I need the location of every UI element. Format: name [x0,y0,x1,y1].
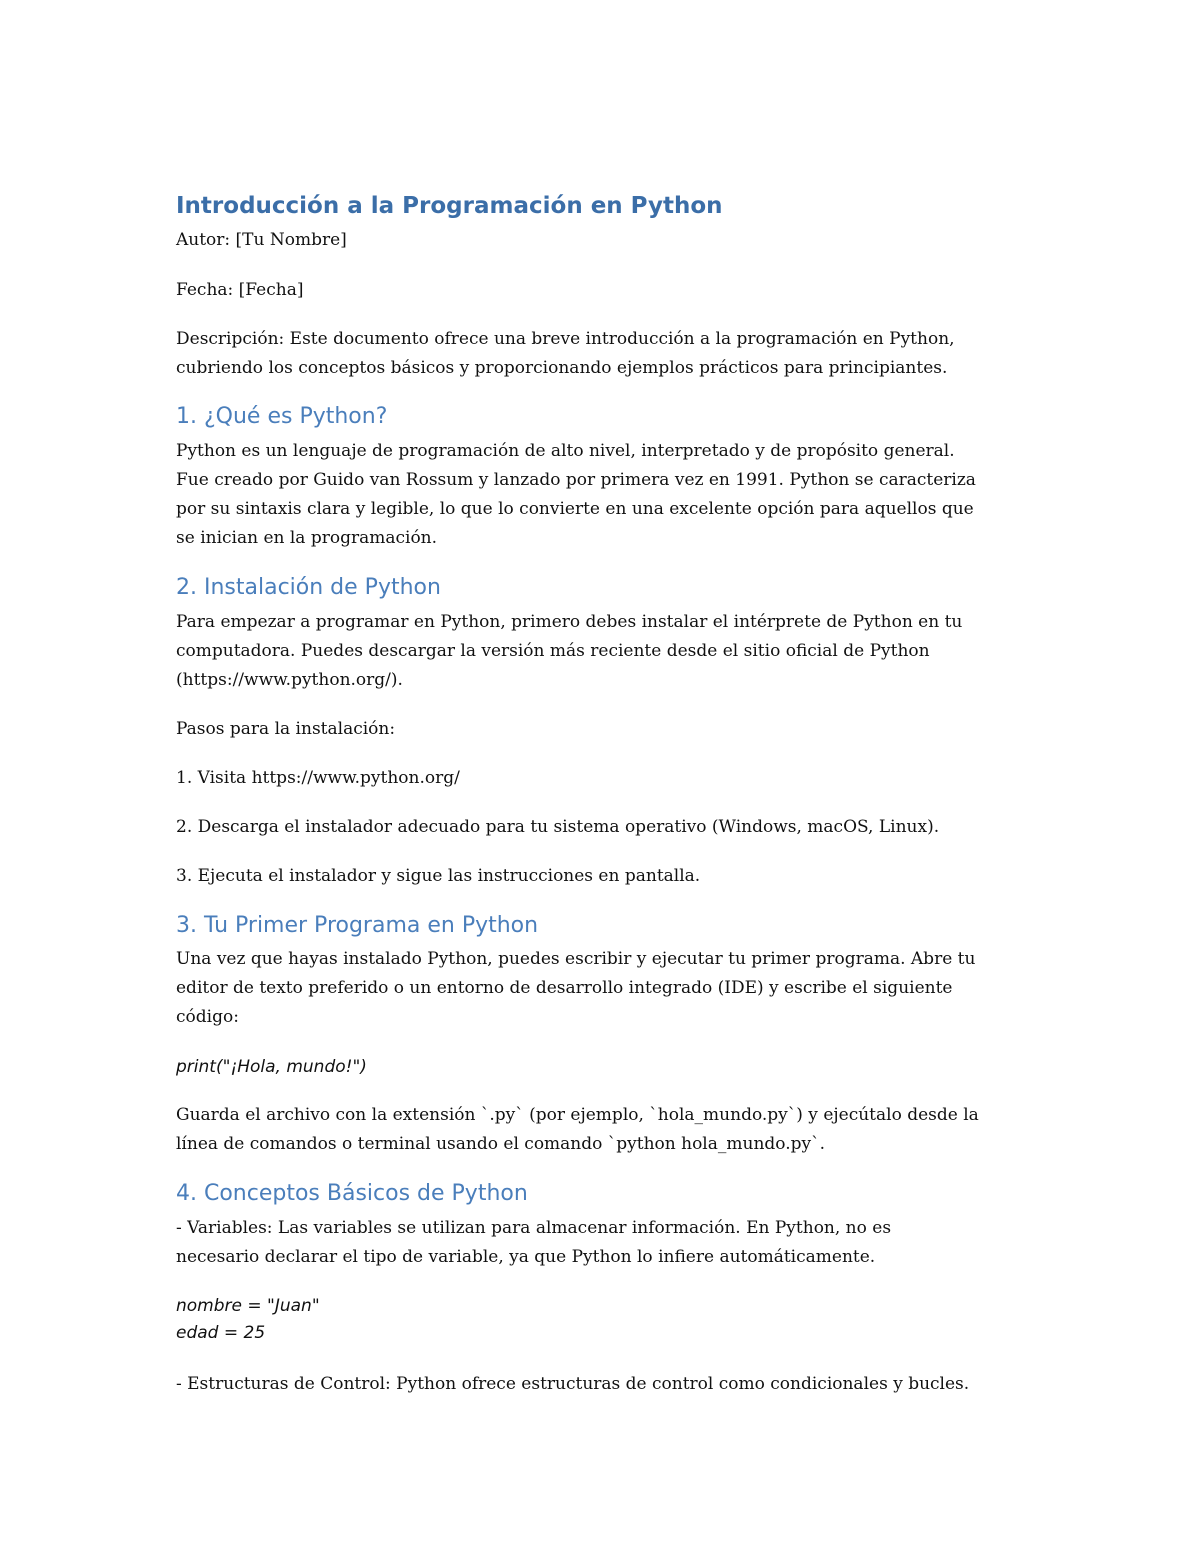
paragraph-line: código: [176,1007,239,1027]
section-heading-installation: 2. Instalación de Python [176,575,441,600]
step-item: 2. Descarga el instalador adecuado para tu sistema operativo (Windows, macOS, Linux). [176,817,940,837]
paragraph-line: - Estructuras de Control: Python ofrece estructuras de control como condicionales y bucles. [176,1374,970,1394]
step-item: 1. Visita https://www.python.org/ [176,768,460,788]
section-heading-what-is-python: 1. ¿Qué es Python? [176,404,388,429]
paragraph-line: Una vez que hayas instalado Python, puedes escribir y ejecutar tu primer programa. Abre tu [176,949,976,969]
steps-intro: Pasos para la instalación: [176,719,396,739]
document-title: Introducción a la Programación en Python [176,193,723,219]
paragraph-line: - Variables: Las variables se utilizan para almacenar información. En Python, no es [176,1218,892,1238]
paragraph-line: Python es un lenguaje de programación de alto nivel, interpretado y de propósito general. [176,441,955,461]
paragraph-line: Para empezar a programar en Python, primero debes instalar el intérprete de Python en tu [176,612,963,632]
code-line: nombre = "Juan" [176,1296,320,1316]
step-item: 3. Ejecuta el instalador y sigue las instrucciones en pantalla. [176,866,701,886]
paragraph-line: por su sintaxis clara y legible, lo que lo convierte en una excelente opción para aquellos que [176,499,974,519]
paragraph-line: necesario declarar el tipo de variable, ya que Python lo infiere automáticamente. [176,1247,876,1267]
code-example: print("¡Hola, mundo!") [176,1057,367,1077]
code-line: edad = 25 [176,1323,266,1343]
paragraph-line: se inician en la programación. [176,528,438,548]
description-line: cubriendo los conceptos básicos y proporcionando ejemplos prácticos para principiantes. [176,358,948,378]
description-line: Descripción: Este documento ofrece una breve introducción a la programación en Python, [176,329,955,349]
date-line: Fecha: [Fecha] [176,280,304,300]
paragraph-line: línea de comandos o terminal usando el comando `python hola_mundo.py`. [176,1134,826,1154]
paragraph-line: Fue creado por Guido van Rossum y lanzado por primera vez en 1991. Python se caracteriza [176,470,976,490]
paragraph-line: editor de texto preferido o un entorno de desarrollo integrado (IDE) y escribe el siguiente [176,978,953,998]
section-heading-first-program: 3. Tu Primer Programa en Python [176,913,539,938]
paragraph-line: (https://www.python.org/). [176,670,403,690]
author-line: Autor: [Tu Nombre] [176,230,347,250]
paragraph-line: Guarda el archivo con la extensión `.py` (por ejemplo, `hola_mundo.py`) y ejecútalo desde la [176,1105,979,1125]
paragraph-line: computadora. Puedes descargar la versión más reciente desde el sitio oficial de Python [176,641,930,661]
section-heading-basic-concepts: 4. Conceptos Básicos de Python [176,1181,528,1206]
